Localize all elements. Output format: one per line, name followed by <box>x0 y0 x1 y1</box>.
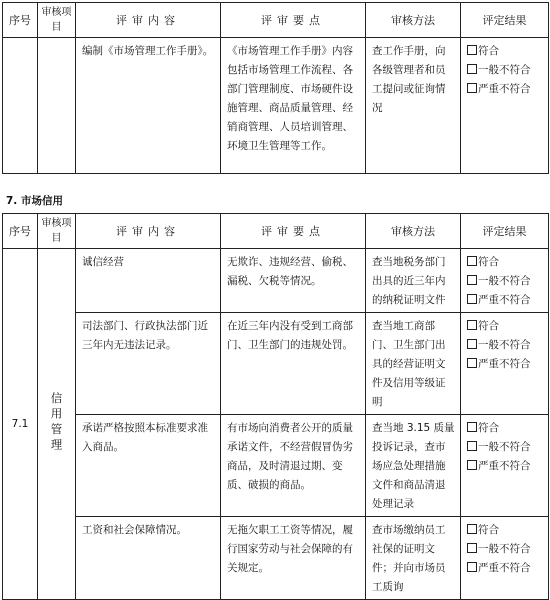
checkbox[interactable] <box>467 422 477 432</box>
result-option: 一般不符合 <box>467 540 544 559</box>
header-seq: 序号 <box>3 214 38 249</box>
header-points: 评审要点 <box>221 3 366 38</box>
checkbox[interactable] <box>467 562 477 572</box>
result-option: 严重不符合 <box>467 80 544 99</box>
result-option: 严重不符合 <box>467 355 544 374</box>
content-cell: 编制《市场管理工作手册》。 <box>76 38 221 174</box>
result-option: 符合 <box>467 253 544 272</box>
checkbox[interactable] <box>467 256 477 266</box>
points-cell: 无欺诈、违规经营、偷税、漏税、欠税等情况。 <box>221 249 366 313</box>
header-item: 审核项目 <box>38 3 76 38</box>
checkbox[interactable] <box>467 339 477 349</box>
result-option: 严重不符合 <box>467 457 544 476</box>
result-option: 一般不符合 <box>467 272 544 291</box>
result-cell <box>461 313 549 415</box>
result-option: 一般不符合 <box>467 61 544 80</box>
header-content: 评审内容 <box>76 3 221 38</box>
section-title: 7. 市场信用 <box>6 195 63 207</box>
header-method: 审核方法 <box>366 214 461 249</box>
header-result: 评定结果 <box>461 214 549 249</box>
points-cell: 有市场向消费者公开的质量承诺文件，不经营假冒伪劣商品，及时清退过期、变质、破损的商品。 <box>221 415 366 517</box>
points-cell: 无拖欠职工工资等情况，履行国家劳动与社会保障的有关规定。 <box>221 517 366 600</box>
header-item: 审核项目 <box>38 214 76 249</box>
table-row <box>3 249 549 313</box>
result-option: 严重不符合 <box>467 291 544 310</box>
method-cell: 查市场缴纳员工社保的证明文件；并向市场员工质询 <box>366 517 461 600</box>
content-cell: 承诺严格按照本标准要求准入商品。 <box>76 415 221 517</box>
result-cell <box>461 38 549 174</box>
table-row <box>3 517 549 600</box>
audit-table-2 <box>2 213 549 600</box>
checkbox[interactable] <box>467 543 477 553</box>
result-option: 一般不符合 <box>467 336 544 355</box>
table-header-row <box>3 3 549 38</box>
checkbox[interactable] <box>467 275 477 285</box>
result-cell <box>461 517 549 600</box>
result-option: 符合 <box>467 521 544 540</box>
table-row <box>3 415 549 517</box>
checkbox[interactable] <box>467 294 477 304</box>
method-cell: 查当地税务部门出具的近三年内的纳税证明文件 <box>366 249 461 313</box>
result-option: 一般不符合 <box>467 438 544 457</box>
result-option: 严重不符合 <box>467 559 544 578</box>
table-header-row <box>3 214 549 249</box>
checkbox[interactable] <box>467 358 477 368</box>
checkbox[interactable] <box>467 460 477 470</box>
points-cell: 在近三年内没有受到工商部门、卫生部门的违规处罚。 <box>221 313 366 415</box>
method-cell: 查当地工商部门、卫生部门出具的经营证明文件及信用等级证明 <box>366 313 461 415</box>
item-label: 信用管理 <box>49 391 64 454</box>
result-cell <box>461 415 549 517</box>
checkbox[interactable] <box>467 45 477 55</box>
seq-cell: 7.1 <box>3 249 38 600</box>
result-option: 符合 <box>467 42 544 61</box>
header-result: 评定结果 <box>461 3 549 38</box>
table-row <box>3 38 549 174</box>
method-cell: 查当地 3.15 质量投诉记录，查市场应急处理措施文件和商品清退处理记录 <box>366 415 461 517</box>
item-cell <box>38 249 76 600</box>
header-seq: 序号 <box>3 3 38 38</box>
content-cell: 诚信经营 <box>76 249 221 313</box>
checkbox[interactable] <box>467 83 477 93</box>
audit-table-1 <box>2 2 549 174</box>
result-option: 符合 <box>467 317 544 336</box>
content-cell: 司法部门、行政执法部门近三年内无违法记录。 <box>76 313 221 415</box>
method-cell: 查工作手册，向各级管理者和员工提问或征询情况 <box>366 38 461 174</box>
checkbox[interactable] <box>467 64 477 74</box>
item-cell <box>38 38 76 174</box>
checkbox[interactable] <box>467 524 477 534</box>
points-cell: 《市场管理工作手册》内容包括市场管理工作流程、各部门管理制度、市场硬件设施管理、商品质量管理、经销商管理、人员培训管理、环境卫生管理等工作。 <box>221 38 366 174</box>
content-cell: 工资和社会保障情况。 <box>76 517 221 600</box>
table-row <box>3 313 549 415</box>
checkbox[interactable] <box>467 320 477 330</box>
result-cell <box>461 249 549 313</box>
checkbox[interactable] <box>467 441 477 451</box>
header-points: 评审要点 <box>221 214 366 249</box>
header-method: 审核方法 <box>366 3 461 38</box>
header-content: 评审内容 <box>76 214 221 249</box>
result-option: 符合 <box>467 419 544 438</box>
seq-cell <box>3 38 38 174</box>
